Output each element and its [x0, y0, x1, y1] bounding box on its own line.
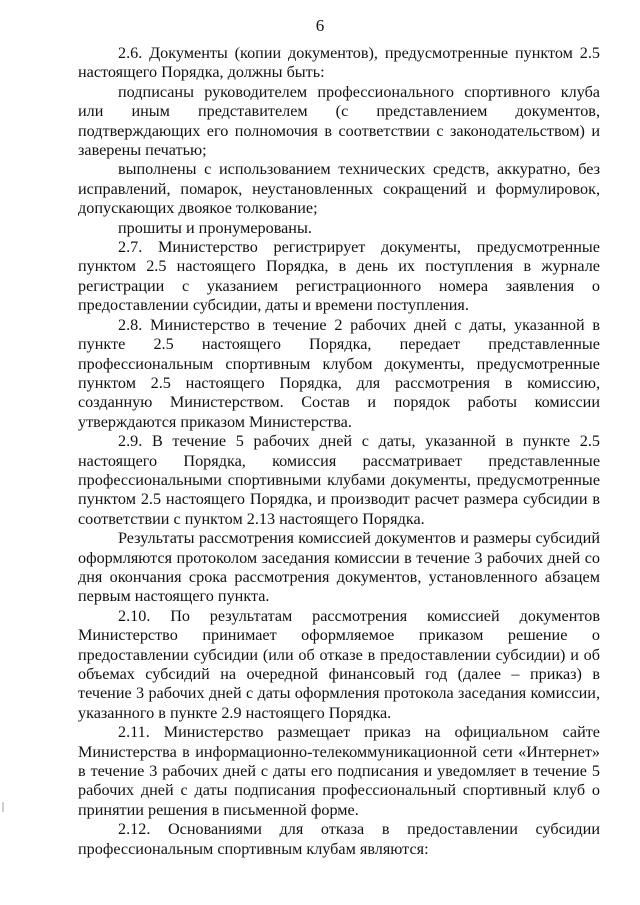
paragraph-2-8: 2.8. Министерство в течение 2 рабочих дней с даты, указанной в пункте 2.5 настоящего Порядка, передает представленные профессиональным спортивным клубом документы, предусмотренные пунктом 2.5 настоящего Порядка, для рассмотрения в комиссию, созданную Министерством. Состав и порядок работы комиссии утверждаются приказом Министерства. — [78, 315, 600, 431]
paragraph-2-12: 2.12. Основаниями для отказа в предоставлении субсидии профессиональным спортивным клубам являются: — [78, 820, 600, 858]
scan-artifact — [2, 802, 4, 812]
paragraph-technical-requirement: выполнены с использованием технических средств, аккуратно, без исправлений, помарок, неустановленных сокращений и формулировок, допускающих двоякое толкование; — [78, 160, 600, 218]
paragraph-signed-requirement: подписаны руководителем профессионального спортивного клуба или иным представителем (с представлением документов, подтверждающих его полномочия в соответствии с законодательством) и заверены печатью; — [78, 82, 600, 160]
paragraph-results-protocol: Результаты рассмотрения комиссией документов и размеры субсидий оформляются протоколом заседания комиссии в течение 3 рабочих дней со дня окончания срока рассмотрения документов, установленного абзацем первым настоящего пункта. — [78, 529, 600, 606]
page-number: 6 — [315, 16, 325, 35]
paragraph-2-7: 2.7. Министерство регистрирует документы, предусмотренные пунктом 2.5 настоящего Порядка, в день их поступления в журнале регистрации с указанием регистрационного номера заявления о предоставлении субсидии, даты и времени поступления. — [78, 238, 600, 315]
paragraph-2-10: 2.10. По результатам рассмотрения комиссией документов Министерство принимает оформляемое приказом решение о предоставлении субсидии (или об отказе в предоставлении субсидии) и об объемах субсидий на очередной финансовый год (далее – приказ) в течение 3 рабочих дней с даты оформления протокола заседания комиссии, указанного в пункте 2.9 настоящего Порядка. — [78, 606, 600, 722]
paragraph-2-9: 2.9. В течение 5 рабочих дней с даты, указанной в пункте 2.5 настоящего Порядка, комиссия рассматривает представленные профессиональными спортивными клубами документы, предусмотренные пунктом 2.5 настоящего Порядка, и производит расчет размера субсидии в соответствии с пунктом 2.13 настоящего Порядка. — [78, 432, 600, 528]
paragraph-bound-numbered: прошиты и пронумерованы. — [118, 218, 312, 237]
document-body — [78, 44, 600, 859]
paragraph-2-11: 2.11. Министерство размещает приказ на официальном сайте Министерства в информационно-телекоммуникационной сети «Интернет» в течение 3 рабочих дней с даты его подписания и уведомляет в течение 5 рабочих дней с даты подписания профессиональный спортивный клуб о принятии решения в письменной форме. — [78, 723, 600, 819]
paragraph-2-6: 2.6. Документы (копии документов), предусмотренные пунктом 2.5 настоящего Порядка, должны быть: — [78, 44, 600, 82]
